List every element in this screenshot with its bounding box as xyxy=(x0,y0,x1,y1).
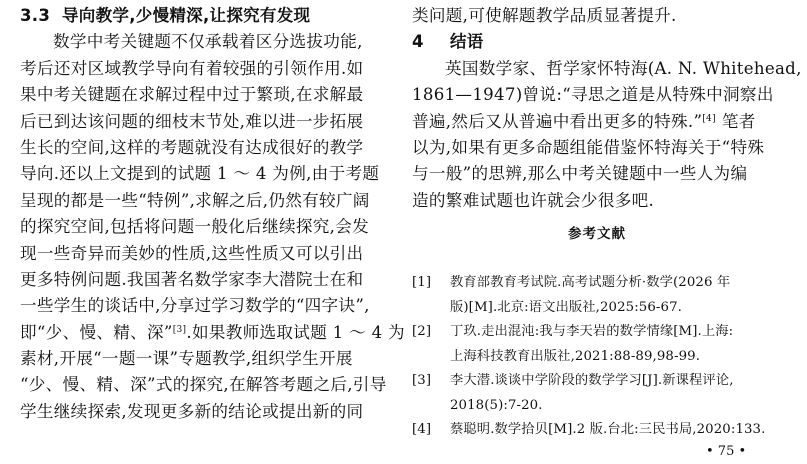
paragraph-line: 类问题,可使解题教学品质显著提升. xyxy=(412,6,677,25)
citation-4[interactable]: [4] xyxy=(702,113,716,124)
reference-text: 版)[M].北京:语文出版社,2025:56-67. xyxy=(450,300,682,315)
line-text: .如果教师选取试题 1 ～ 4 为 xyxy=(186,322,405,342)
paragraph-line: 的探究空间,包括将问题一般化后继续探究,会发 xyxy=(20,217,370,237)
paragraph-line: 果中考关键题在求解过程中过于繁琐,在求解最 xyxy=(20,85,364,105)
paragraph-line: 与一般”的思辨,那么中考关键题中一些人为编 xyxy=(412,164,748,184)
reference-item-2 xyxy=(412,319,733,369)
left-column xyxy=(20,0,405,425)
reference-label: [4] xyxy=(412,422,432,437)
citation-3[interactable]: [3] xyxy=(172,324,187,335)
reference-label: [2] xyxy=(412,324,432,339)
section-number: 3.3 xyxy=(20,6,51,25)
paragraph-line: 后已到达该问题的细枝末节处,难以进一步拓展 xyxy=(20,111,364,131)
line-text: 普遍,然后又从普遍中看出更多的特殊.” xyxy=(412,111,703,131)
paragraph-line: 1861—1947)曾说:“寻思之道是从特殊中洞察出 xyxy=(412,85,774,105)
paragraph-line: 现一些奇异而美妙的性质,这些性质又可以引出 xyxy=(20,243,364,263)
reference-item-1 xyxy=(412,270,730,320)
paragraph-line-with-citation xyxy=(20,320,405,346)
paragraph-line: 素材,开展“一题一课”专题教学,组织学生开展 xyxy=(20,349,353,369)
reference-text: 丁玖.走出混沌:我与李天岩的数学情缘[M].上海: xyxy=(450,324,734,339)
reference-text: 蔡聪明.数学拾贝[M].2 版.台北:三民书局,2020:133. xyxy=(450,422,766,437)
paragraph-line: 数学中考关键题不仅承载着区分选拔功能, xyxy=(53,32,363,52)
reference-text: 教育部教育考试院.高考试题分析·数学(2026 年 xyxy=(450,275,731,290)
reference-item-4 xyxy=(412,417,765,442)
paragraph-line: 以为,如果有更多命题组能借鉴怀特海关于“特殊 xyxy=(412,137,765,157)
reference-text: 2018(5):7-20. xyxy=(450,398,543,413)
paragraph-line: 导向.还以上文提到的试题 1 ～ 4 为例,由于考题 xyxy=(20,164,380,184)
paragraph-line: 呈现的都是一些“特例”,求解之后,仍然有较广阔 xyxy=(20,190,370,210)
reference-label: [1] xyxy=(412,275,432,290)
line-text: 笔者 xyxy=(721,111,756,131)
paragraph-line: 考后还对区域教学导向有着较强的引领作用.如 xyxy=(20,58,364,78)
paragraph-line: 更多特例问题.我国著名数学家李大潜院士在和 xyxy=(20,269,364,289)
right-column xyxy=(412,0,802,214)
page-number: • 75 • xyxy=(706,444,747,459)
reference-text: 李大潜.谈谈中学阶段的数学学习[J].新课程评论, xyxy=(450,373,734,388)
references-title: 参考文献 xyxy=(568,226,626,242)
section-title: 结语 xyxy=(450,32,484,52)
section-heading-3-3 xyxy=(20,3,383,29)
paragraph-line-with-citation xyxy=(412,109,790,135)
section-heading-4 xyxy=(412,29,790,55)
paragraph-line: 一些学生的谈话中,分享过学习数学的“四字诀”, xyxy=(20,296,370,316)
reference-item-3 xyxy=(412,368,734,418)
line-text: 即“少、慢、精、深” xyxy=(20,322,173,342)
paragraph-line: 学生继续探索,发现更多新的结论或提出新的同 xyxy=(20,401,364,421)
section-title: 导向教学,少慢精深,让探究有发现 xyxy=(62,6,311,25)
paragraph-line: “少、慢、精、深”式的探究,在解答考题之后,引导 xyxy=(20,375,387,395)
reference-label: [3] xyxy=(412,373,432,388)
paragraph-line: 英国数学家、哲学家怀特海(A. N. Whitehead, xyxy=(445,58,802,78)
paragraph-line: 生长的空间,这样的考题就没有达成很好的教学 xyxy=(20,137,364,157)
reference-text: 上海科技教育出版社,2021:88-89,98-99. xyxy=(450,349,701,364)
section-number: 4 xyxy=(412,32,424,52)
paragraph-line: 造的繁难试题也许就会少很多吧. xyxy=(412,190,655,210)
